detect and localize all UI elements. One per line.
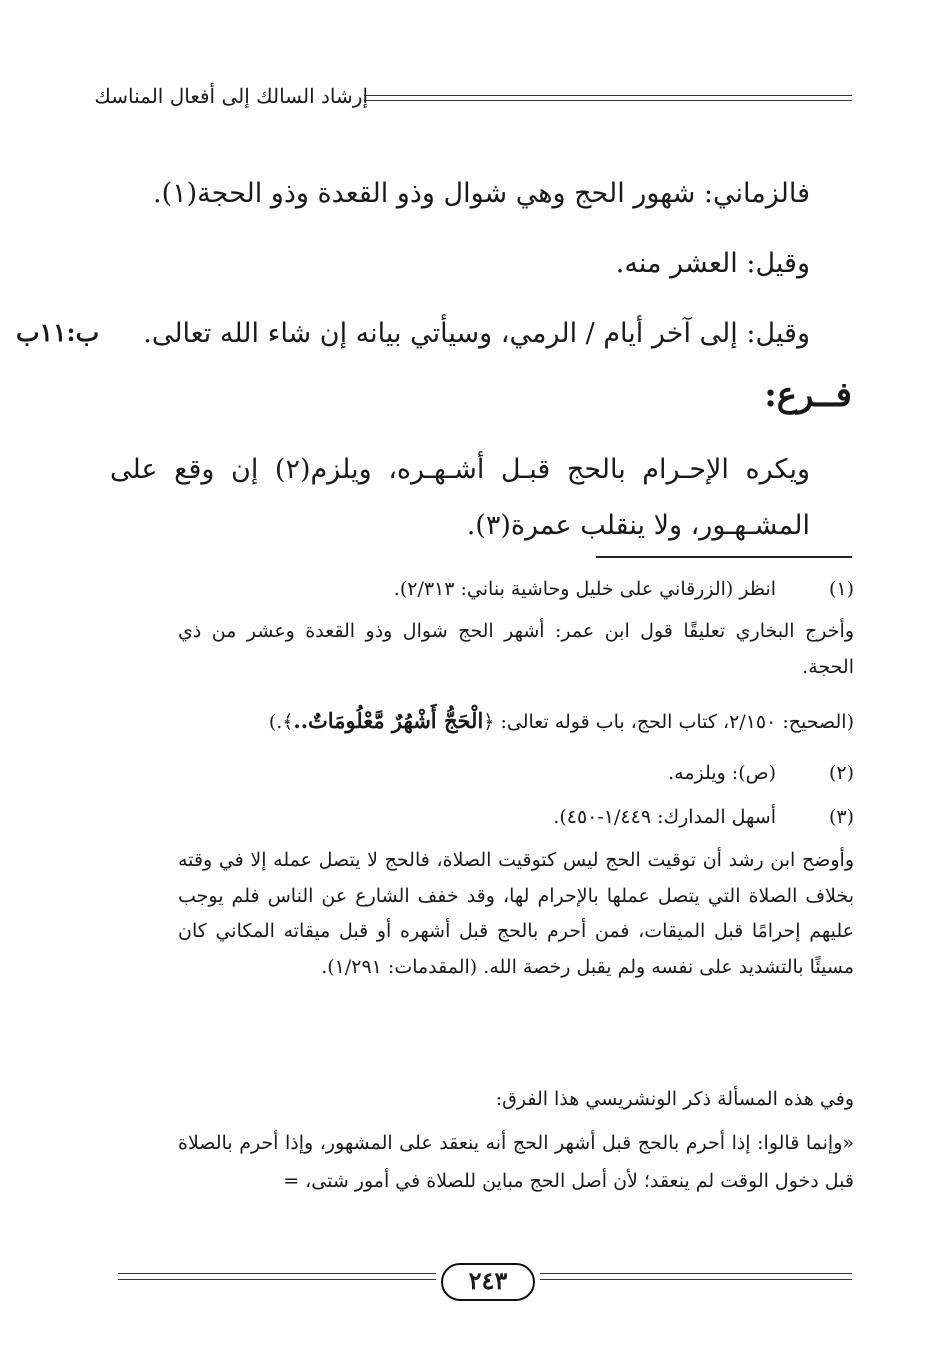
footnote-3-number: (٣) [828,806,854,828]
footnote-1-paragraph: وأخرج البخاري تعليقًا قول ابن عمر: أشهر الحج شوال وذو القعدة وعشر من ذي الحجة. [178,620,854,678]
footnote-1-ref-end: ﴾.) [268,711,294,733]
branch-heading: فــرع: [764,375,852,415]
running-header [92,82,852,112]
footnote-2-text: (ص): ويلزمه. [668,762,776,784]
footnote-2-number: (٢) [828,762,854,784]
quran-quote: الْحَجُّ أَشْهُرٌ مَّعْلُومَاتٌ.. [293,708,484,733]
header-title: إرشاد السالك إلى أفعال المناسك [94,84,368,108]
footnote-3-line-2: وفي هذه المسألة ذكر الونشريسي هذا الفرق: [495,1088,854,1110]
main-line-2: وقيل: العشر منه. [615,248,810,279]
main-paragraph: ويكره الإحـرام بالحج قبـل أشـهـره، ويلزم(٢) إن وقع على المشـهـور، ولا ينقلب عمرة(٣). [110,454,811,541]
margin-note: ب:١١ب [16,318,100,347]
footnote-1-number: (١) [828,578,854,600]
footnote-3-paragraph-1: وأوضح ابن رشد أن توقيت الحج ليس كتوقيت الصلاة، فالحج لا يتصل عمله إلا في وقته بخلاف الصلاة التي يتصل عملها بالإحرام لها، وقد خفف الشارع عن الناس فلم يوجب عليهم إحرامًا قبل الميقات، فمن أحرم بالحج قبل أشهره أو قبل ميقاته المكاني كان مسيئًا بالتشديد على نفسه ولم يقبل رخصة الله. (المقدمات: ١/٢٩١). [178,849,854,978]
footer-rule-right-1 [540,1273,852,1274]
footnote-1-ref-start: (الصحيح: ٢/١٥٠، كتاب الحج، باب قوله تعالى: ﴿ [483,711,854,733]
main-line-3: وقيل: إلى آخر أيام / الرمي، وسيأتي بيانه إن شاء الله تعالى. [143,318,810,349]
footnote-3-paragraph-2: «وإنما قالوا: إذا أحرم بالحج قبل أشهر الحج أنه ينعقد على المشهور، وإذا أحرم بالصلاة قبل دخول الوقت لم ينعقد؛ لأن أصل الحج مباين للصلاة في أمور شتى، = [178,1132,854,1192]
footnote-1-line: انظر (الزرقاني على خليل وحاشية بناني: ٢/٣١٣). [393,578,776,600]
footer-rule-left-2 [118,1279,436,1280]
footnote-1-reference [269,708,854,733]
header-rule-top [364,95,852,96]
footnote-separator [596,556,852,558]
page-number: ٢٤٣ [468,1266,508,1295]
footnote-3-line: أسهل المدارك: ١/٤٤٩-٤٥٠). [553,806,776,828]
footer-rule-left-1 [118,1273,436,1274]
footer-rule-right-2 [540,1279,852,1280]
header-rule-bottom [364,100,852,101]
main-line-1: فالزماني: شهور الحج وهي شوال وذو القعدة وذو الحجة(١). [152,178,810,209]
